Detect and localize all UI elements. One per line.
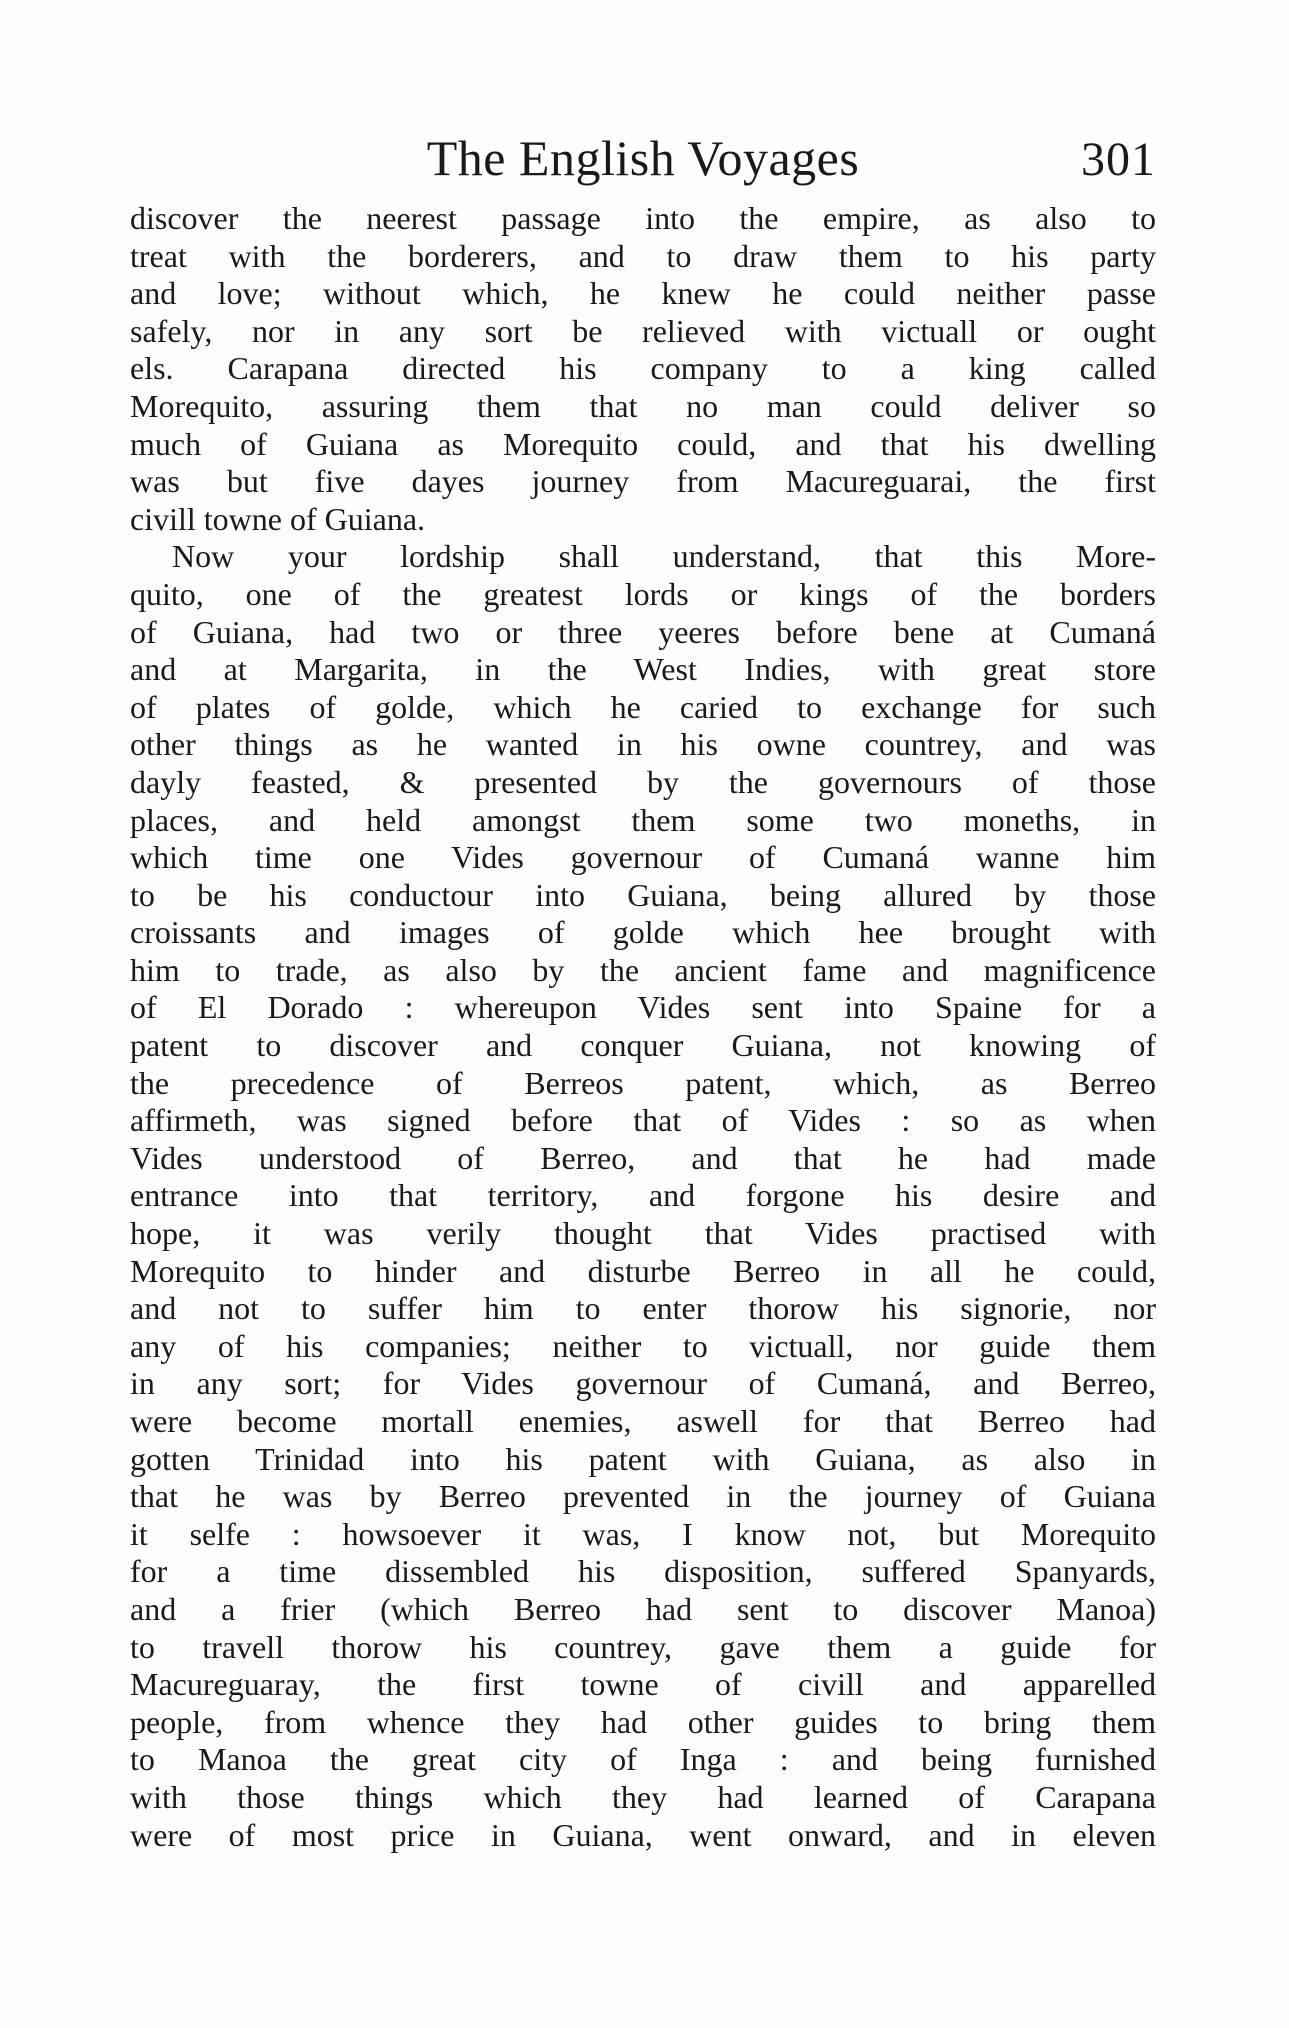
text-line: and a frier (which Berreo had sent to discover Manoa)	[130, 1590, 1156, 1627]
text-line: discover the neerest passage into the empire, as also to	[130, 200, 1156, 236]
text-line: gotten Trinidad into his patent with Guiana, as also in	[130, 1440, 1156, 1477]
text-line: that he was by Berreo prevented in the journey of Guiana	[130, 1478, 1156, 1515]
text-line: hope, it was verily thought that Vides practised with	[130, 1215, 1156, 1252]
text-line: dayly feasted, & presented by the governours of those	[130, 763, 1156, 800]
text-line: for a time dissembled his disposition, suffered Spanyards,	[130, 1553, 1156, 1590]
text-line: Now your lordship shall understand, that this More-	[172, 538, 1156, 575]
text-line: patent to discover and conquer Guiana, not knowing of	[130, 1027, 1156, 1064]
text-line: places, and held amongst them some two moneths, in	[130, 801, 1156, 838]
text-line: people, from whence they had other guides to bring them	[130, 1703, 1156, 1740]
text-line: to Manoa the great city of Inga : and being furnished	[130, 1741, 1156, 1778]
text-line: Vides understood of Berreo, and that he had made	[130, 1139, 1156, 1176]
text-line: civill towne of Guiana.	[130, 500, 426, 537]
text-line: quito, one of the greatest lords or kings of the borders	[130, 575, 1156, 612]
text-line: much of Guiana as Morequito could, and that his dwelling	[130, 425, 1156, 462]
paragraph-1	[130, 200, 1156, 538]
text-line: Morequito to hinder and disturbe Berreo in all he could,	[130, 1252, 1156, 1289]
text-line: to travell thorow his countrey, gave them a guide for	[130, 1628, 1156, 1665]
text-line: affirmeth, was signed before that of Vides : so as when	[130, 1102, 1156, 1139]
text-line: of Guiana, had two or three yeeres before bene at Cumaná	[130, 613, 1156, 650]
text-line: to be his conductour into Guiana, being allured by those	[130, 876, 1156, 913]
text-line: were of most price in Guiana, went onward, and in eleven	[130, 1816, 1156, 1853]
text-line: him to trade, as also by the ancient fame and magnificence	[130, 951, 1156, 988]
text-line: with those things which they had learned of Carapana	[130, 1778, 1156, 1815]
text-line: were become mortall enemies, aswell for that Berreo had	[130, 1403, 1156, 1439]
page-number: 301	[1081, 133, 1156, 186]
text-line: in any sort; for Vides governour of Cumaná, and Berreo,	[130, 1365, 1156, 1402]
text-line: other things as he wanted in his owne countrey, and was	[130, 726, 1156, 763]
text-line: and not to suffer him to enter thorow his signorie, nor	[130, 1290, 1156, 1327]
text-line: which time one Vides governour of Cumaná wanne him	[130, 839, 1156, 876]
text-line: Morequito, assuring them that no man could deliver so	[130, 387, 1156, 424]
text-line: of plates of golde, which he caried to exchange for such	[130, 688, 1156, 725]
page-header	[130, 128, 1156, 188]
text-line: the precedence of Berreos patent, which, as Berreo	[130, 1064, 1156, 1101]
text-line: Macureguaray, the first towne of civill and apparelled	[130, 1666, 1156, 1703]
text-line: any of his companies; neither to victuall, nor guide them	[130, 1327, 1156, 1364]
paragraph-2	[130, 538, 1156, 1854]
text-line: of El Dorado : whereupon Vides sent into Spaine for a	[130, 989, 1156, 1026]
text-line: was but five dayes journey from Macureguarai, the first	[130, 463, 1156, 500]
text-line: croissants and images of golde which hee brought with	[130, 914, 1156, 951]
text-line: safely, nor in any sort be relieved with victuall or ought	[130, 312, 1156, 349]
text-line: and at Margarita, in the West Indies, with great store	[130, 651, 1156, 688]
running-title: The English Voyages	[426, 130, 860, 186]
text-line: els. Carapana directed his company to a king called	[130, 350, 1156, 387]
text-line: treat with the borderers, and to draw them to his party	[130, 237, 1156, 274]
text-line: and love; without which, he knew he could neither passe	[130, 275, 1156, 312]
body-text	[130, 200, 1156, 1854]
text-line: it selfe : howsoever it was, I know not, but Morequito	[130, 1515, 1156, 1552]
text-line: entrance into that territory, and forgone his desire and	[130, 1177, 1156, 1214]
